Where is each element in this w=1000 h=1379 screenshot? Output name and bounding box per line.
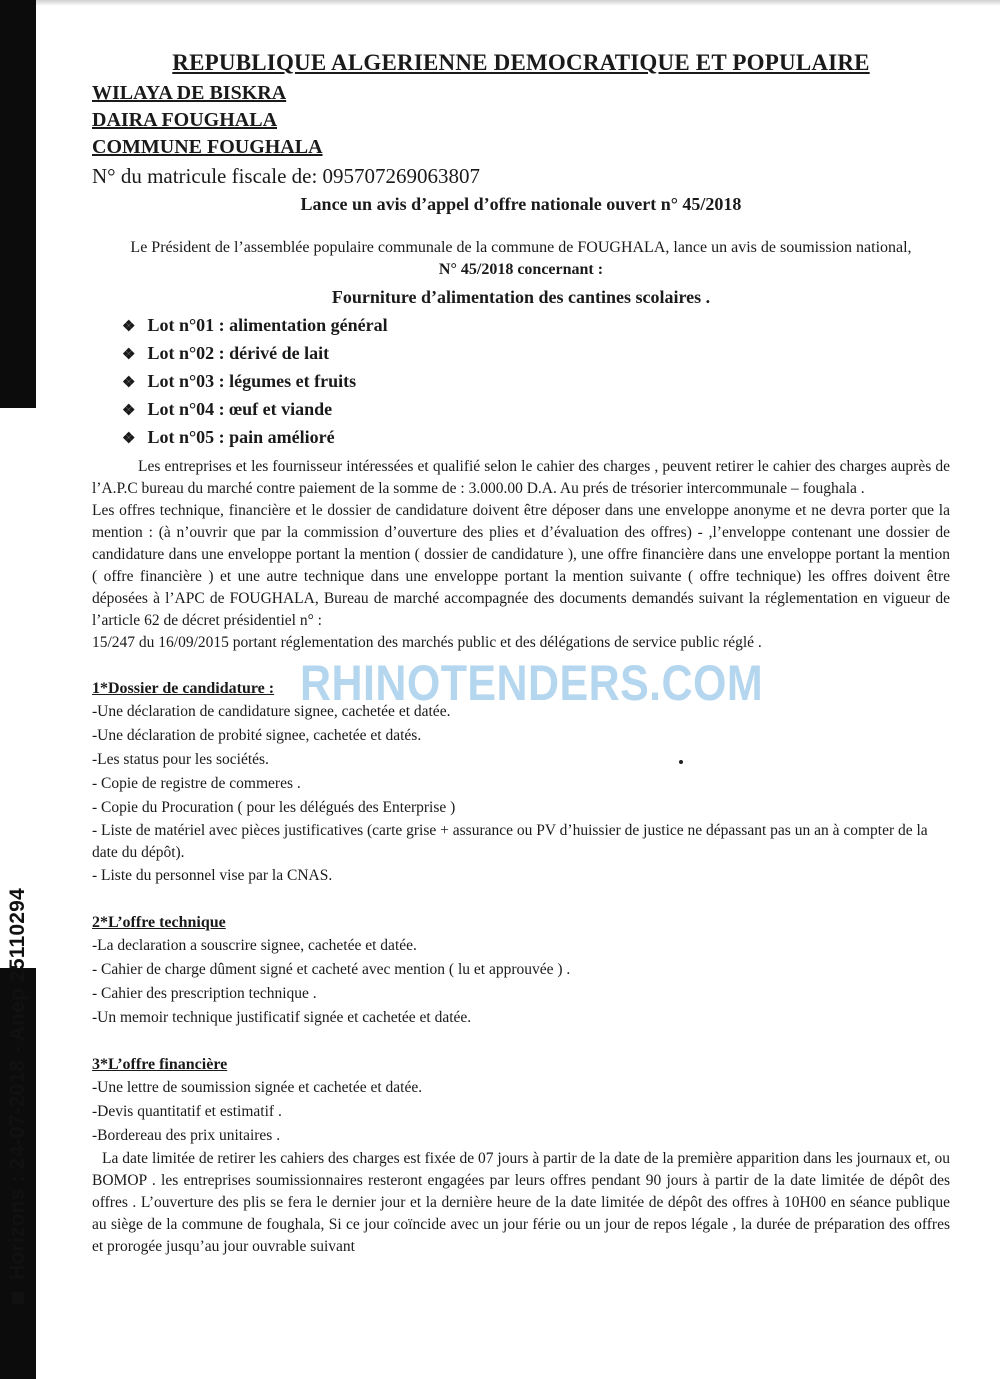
wilaya-line: WILAYA DE BISKRA [92, 82, 287, 104]
retrait-paragraph: Les entreprises et les fournisseur intéressées et qualifié selon le cahier des charges , peuvent retirer le cahier des charges auprès de l’A.P.C bureau du marché contre paiement de la somme de : 3.000.00 D.A. Au prés de trésorier intercommunale – foughala . [92, 458, 950, 497]
decret-paragraph: 15/247 du 16/09/2015 portant réglementation des marchés public et des délégations de service public réglé . [92, 634, 762, 651]
intro-line-1: Le Président de l’assemblée populaire communale de la commune de FOUGHALA, lance un avis de soumission national, [130, 239, 912, 256]
section-title-technique: 2*L’offre technique [92, 914, 226, 931]
list-item: -Une déclaration de probité signee, cachetée et datés. [92, 727, 422, 744]
list-item: -Devis quantitatif et estimatif . [92, 1103, 282, 1120]
avis-title: Lance un avis d’appel d’offre nationale ouvert n° 45/2018 [300, 194, 742, 214]
side-publication-label [6, 888, 30, 1304]
side-publication-strip [0, 408, 36, 1280]
list-item: -La declaration a souscrire signee, cachetée et datée. [92, 937, 417, 954]
lots-list [122, 312, 950, 452]
list-item: - Copie du Procuration ( pour les délégués des Enterprise ) [92, 799, 456, 816]
list-item: - Cahier de charge dûment signé et cacheté avec mention ( lu et approuvée ) . [92, 961, 571, 978]
commune-line: COMMUNE FOUGHALA [92, 136, 323, 158]
list-item: -Les status pour les sociétés. [92, 751, 269, 768]
republic-title: REPUBLIQUE ALGERIENNE DEMOCRATIQUE ET POPULAIRE [172, 50, 870, 75]
subject-title: Fourniture d’alimentation des cantines scolaires . [331, 287, 711, 307]
lot-item: ❖ Lot n°05 : pain amélioré [122, 427, 335, 447]
list-item: - Cahier des prescription technique . [92, 985, 317, 1002]
list-item: -Bordereau des prix unitaires . [92, 1127, 281, 1144]
financiere-items [92, 1076, 950, 1148]
candidature-items [92, 700, 950, 888]
list-item: -Une lettre de soumission signée et cachetée et datée. [92, 1079, 423, 1096]
lot-item: ❖ Lot n°03 : légumes et fruits [122, 371, 357, 391]
lot-item: ❖ Lot n°01 : alimentation général [122, 315, 388, 335]
diamond-bullet-icon: ❖ [122, 375, 136, 391]
diamond-bullet-icon: ❖ [122, 431, 136, 447]
square-bullet-icon [12, 1292, 24, 1304]
lot-item: ❖ Lot n°04 : œuf et viande [122, 399, 333, 419]
watermark-text: RHINOTENDERS.COM [300, 655, 764, 711]
list-item: - Liste de matériel avec pièces justificatives (carte grise + assurance ou PV d’huissier de justice ne dépassant pas un an à compter de la date du dépôt). [92, 822, 928, 861]
diamond-bullet-icon: ❖ [122, 347, 136, 363]
scan-top-shadow [36, 0, 1000, 6]
speck-mark [679, 760, 683, 764]
tender-notice [92, 44, 950, 1258]
final-paragraph: La date limitée de retirer les cahiers des charges est fixée de 07 jours à partir de la date de la première apparition dans les journaux et, ou BOMOP . les entreprises soumissionnaires resteront engagées par leurs offres pendant 90 jours à partir de la date limitée de dépôt des offres . L’ouverture des plis se fera le dernier jour et la dernière heure de la date limitée de dépôt des offres à 10H00 en séance publique au siège de la commune de foughala, Si ce jour coïncide avec un jour férie ou un jour de repos légale , la durée de préparation des offres et prorogée jusqu’au jour ouvrable suivant [92, 1150, 950, 1255]
section-title-financiere: 3*L’offre financière [92, 1056, 228, 1073]
diamond-bullet-icon: ❖ [122, 403, 136, 419]
side-label-text: Horizons : 24-07-2018 - Anep 25110294 [6, 888, 29, 1280]
daira-line: DAIRA FOUGHALA [92, 109, 278, 131]
intro-line-2: N° 45/2018 concernant : [438, 261, 604, 278]
technique-items [92, 934, 950, 1030]
section-title-candidature: 1*Dossier de candidature : [92, 680, 275, 697]
diamond-bullet-icon: ❖ [122, 319, 136, 335]
list-item: - Copie de registre de commeres . [92, 775, 301, 792]
matricule-fiscal: N° du matricule fiscale de: 095707269063807 [92, 164, 481, 188]
lot-item: ❖ Lot n°02 : dérivé de lait [122, 343, 330, 363]
list-item: - Liste du personnel vise par la CNAS. [92, 867, 333, 884]
offres-paragraph: Les offres technique, financière et le dossier de candidature doivent être déposer dans une enveloppe anonyme et ne devra porter que la mention : (à n’ouvrir que par la commission d’ouverture des plies et d’évaluation des offres) - ,l’enveloppe contenant une dossier de candidature dans une enveloppe portant la mention ( dossier de candidature ), une offre financière dans une enveloppe portant la mention ( offre financière ) et une autre technique dans une enveloppe portant la mention suivante ( offre technique) les offres doivent être déposées à l’APC de FOUGHALA, Bureau de marché accompagnée des documents demandés suivant la réglementation en vigueur de l’article 62 de décret présidentiel n° : [92, 502, 950, 629]
list-item: -Un memoir technique justificatif signée et cachetée et datée. [92, 1009, 472, 1026]
list-item: -Une déclaration de candidature signee, cachetée et datée. [92, 703, 451, 720]
